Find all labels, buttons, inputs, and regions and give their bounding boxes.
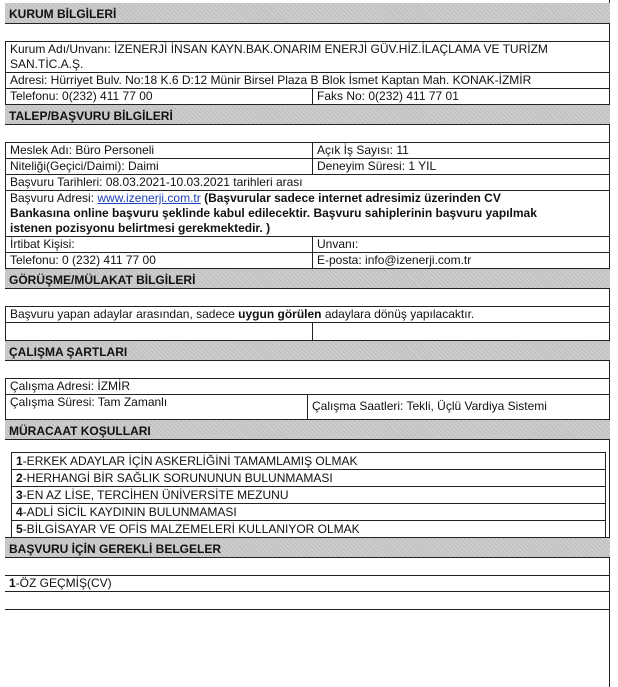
talep-row-6 — [5, 252, 610, 268]
kurum-name-line2: SAN.TİC.A.Ş. — [5, 57, 610, 72]
spacer-row — [5, 124, 610, 142]
talep-phone: Telefonu: 0 (232) 411 77 00 — [5, 253, 312, 268]
item-text: -ERKEK ADAYLAR İÇİN ASKERLİĞİNİ TAMAMLAMIŞ OLMAK — [22, 454, 358, 468]
document — [5, 0, 610, 627]
spacer-row — [5, 609, 610, 627]
deneyim-suresi: Deneyim Süresi: 1 YIL — [312, 159, 440, 174]
section-header-belgeler: BAŞVURU İÇİN GEREKLİ BELGELER — [5, 537, 610, 557]
list-item — [12, 452, 605, 469]
spacer-row — [5, 360, 610, 378]
item-text: -EN AZ LİSE, TERCİHEN ÜNİVERSİTE MEZUNU — [22, 488, 289, 502]
item-number: 2 — [16, 471, 23, 485]
calisma-adresi: Çalışma Adresi: İZMİR — [5, 379, 134, 394]
item-number: 5 — [16, 522, 23, 536]
item-number: 4 — [16, 505, 23, 519]
gorusme-text-a: Başvuru yapan adaylar arasından, sadece — [10, 307, 239, 321]
unvani: Unvanı: — [312, 237, 362, 252]
list-item — [12, 503, 605, 520]
section-header-talep: TALEP/BAŞVURU BİLGİLERİ — [5, 104, 610, 124]
basvuru-url-link[interactable]: www.izenerji.com.tr — [97, 191, 201, 205]
item-number: 1 — [9, 576, 16, 590]
niteligi: Niteliği(Geçici/Daimi): Daimi — [5, 159, 312, 174]
talep-email: E-posta: info@izenerji.com.tr — [312, 253, 475, 268]
calisma-row-1 — [5, 378, 610, 394]
list-item — [12, 486, 605, 503]
spacer-row — [5, 557, 610, 575]
gorusme-text-b: uygun görülen — [238, 307, 322, 321]
kurum-phone: Telefonu: 0(232) 411 77 00 — [5, 89, 312, 104]
muracaat-list — [11, 452, 606, 537]
spacer-row — [5, 591, 610, 609]
gorusme-row — [5, 306, 610, 322]
talep-row-4 — [5, 190, 610, 236]
talep-row-5 — [5, 236, 610, 252]
item-text: -HERHANGİ BİR SAĞLIK SORUNUNUN BULUNMAMASI — [22, 471, 333, 485]
basvuru-note-1: (Başvurular sadece internet adresimiz üzerinden CV — [200, 191, 501, 205]
kurum-phone-row — [5, 88, 610, 104]
item-text: -ÖZ GEÇMİŞ(CV) — [15, 576, 112, 590]
meslek-adi: Meslek Adı: Büro Personeli — [5, 143, 312, 158]
gorusme-text — [5, 307, 478, 322]
kurum-address: Adresi: Hürriyet Bulv. No:18 K.6 D:12 Münir Birsel Plaza B Blok İsmet Kaptan Mah. KONAK-İZMİR — [5, 73, 535, 88]
item-number: 3 — [16, 488, 23, 502]
kurum-address-row — [5, 72, 610, 88]
spacer-row — [5, 23, 610, 41]
gorusme-text-c: adaylara dönüş yapılacaktır. — [321, 307, 475, 321]
list-item — [12, 469, 605, 486]
item-text: -ADLİ SİCİL KAYDININ BULUNMAMASI — [22, 505, 237, 519]
basvuru-tarihleri: Başvuru Tarihleri: 08.03.2021-10.03.2021 tarihleri arası — [5, 175, 307, 190]
talep-row-3 — [5, 174, 610, 190]
belge-item — [5, 575, 610, 591]
spacer-row — [5, 322, 610, 340]
basvuru-note-3: istenen pozisyonu belirtmesi gerekmektedir. ) — [10, 221, 271, 235]
kurum-name-row — [5, 41, 610, 72]
kurum-name-line1: Kurum Adı/Unvanı: İZENERJİ İNSAN KAYN.BAK.ONARIM ENERJİ GÜV.HİZ.İLAÇLAMA VE TURİZM — [5, 42, 610, 57]
list-item — [12, 520, 605, 537]
item-text: -BİLGİSAYAR VE OFİS MALZEMELERİ KULLANIYOR OLMAK — [22, 522, 360, 536]
basvuru-note-2: Bankasına online başvuru şeklinde kabul edilecektir. Başvuru sahiplerinin başvuru yapılmak — [10, 206, 537, 220]
spacer-row — [5, 439, 610, 452]
kurum-fax: Faks No: 0(232) 411 77 01 — [312, 89, 463, 104]
basvuru-adresi-label: Başvuru Adresi: — [10, 191, 98, 205]
spacer-row — [5, 288, 610, 306]
basvuru-adresi — [5, 191, 541, 236]
calisma-row-2 — [5, 394, 610, 419]
calisma-suresi: Çalışma Süresi: Tam Zamanlı — [5, 395, 307, 419]
talep-row-2 — [5, 158, 610, 174]
section-header-muracaat: MÜRACAAT KOŞULLARI — [5, 419, 610, 439]
acik-is-sayisi: Açık İş Sayısı: 11 — [312, 143, 413, 158]
talep-row-1 — [5, 142, 610, 158]
section-header-gorusme: GÖRÜŞME/MÜLAKAT BİLGİLERİ — [5, 268, 610, 288]
item-number: 1 — [16, 454, 23, 468]
irtibat-kisisi: İrtibat Kişisi: — [5, 237, 312, 252]
section-header-calisma: ÇALIŞMA ŞARTLARI — [5, 340, 610, 360]
section-header-kurum: KURUM BİLGİLERİ — [5, 3, 610, 23]
calisma-saatleri: Çalışma Saatleri: Tekli, Üçlü Vardiya Sistemi — [307, 395, 551, 419]
